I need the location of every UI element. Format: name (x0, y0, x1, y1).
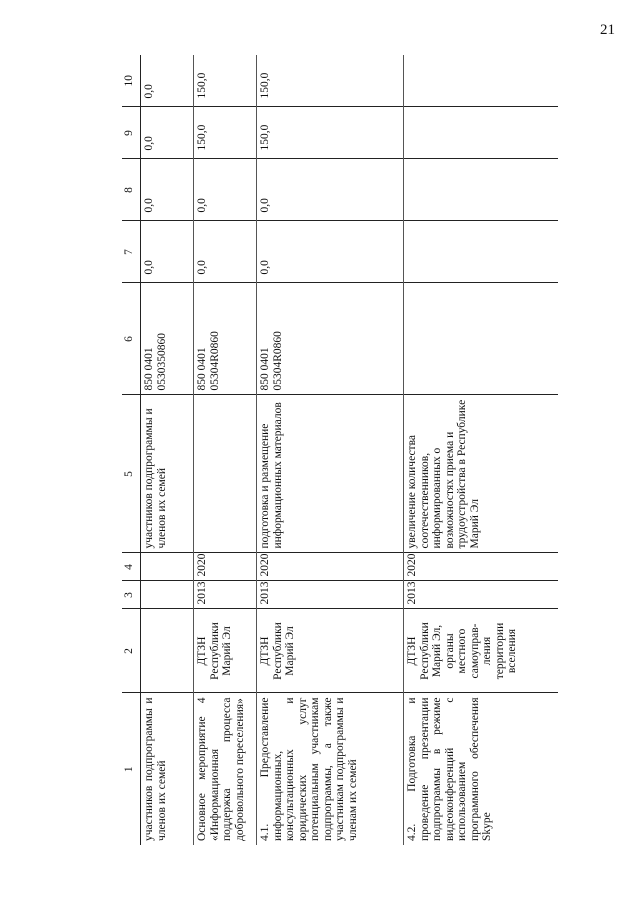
cell-executor: ДТЗН Республики Марий Эл (194, 609, 257, 693)
header-row (122, 55, 141, 845)
cell-start-year: 2013 (257, 581, 404, 609)
cell-value-8: 0,0 (141, 159, 194, 221)
cell-start-year: 2013 (194, 581, 257, 609)
column-header-1: 1 (122, 693, 141, 845)
column-header-7: 7 (122, 221, 141, 283)
activities-table (122, 55, 558, 845)
cell-value-7 (404, 221, 559, 283)
table-row (194, 55, 257, 845)
cell-value-9: 150,0 (257, 107, 404, 159)
column-header-4: 4 (122, 553, 141, 581)
cell-activity: 4.1. Предоставление информационных, консультационных и юридических услуг потенциальным участникам подпрограммы, а также участникам подпрограммы и членам их семей (257, 693, 404, 845)
cell-value-7: 0,0 (141, 221, 194, 283)
column-header-3: 3 (122, 581, 141, 609)
cell-executor: ДТЗН Республики Марий Эл (257, 609, 404, 693)
cell-value-7: 0,0 (194, 221, 257, 283)
cell-value-10: 0,0 (141, 55, 194, 107)
cell-value-9: 0,0 (141, 107, 194, 159)
cell-value-8 (404, 159, 559, 221)
column-header-5: 5 (122, 395, 141, 553)
table-row (404, 55, 559, 845)
cell-value-9 (404, 107, 559, 159)
column-header-10: 10 (122, 55, 141, 107)
cell-value-7: 0,0 (257, 221, 404, 283)
cell-executor (141, 609, 194, 693)
cell-start-year: 2013 (404, 581, 559, 609)
cell-value-9: 150,0 (194, 107, 257, 159)
cell-result (194, 395, 257, 553)
cell-activity: 4.2. Подготовка и проведение презентации подпрограммы в режиме видеоконференций с использованием программного обеспечения Skype (406, 697, 493, 841)
cell-budget-code: 850 0401 0530350860 (141, 283, 194, 395)
cell-end-year: 2020 (257, 553, 404, 581)
table-row (141, 55, 194, 845)
column-header-2: 2 (122, 609, 141, 693)
cell-executor: ДТЗН Республики Марий Эл, органы местного самоуправ-ления территории вселения (404, 609, 559, 693)
column-header-6: 6 (122, 283, 141, 395)
cell-value-10: 150,0 (257, 55, 404, 107)
column-header-8: 8 (122, 159, 141, 221)
cell-end-year (141, 553, 194, 581)
cell-result: подготовка и размещение информационных материалов (257, 395, 404, 553)
column-header-9: 9 (122, 107, 141, 159)
cell-value-8: 0,0 (257, 159, 404, 221)
cell-budget-code: 850 0401 05304R0860 (194, 283, 257, 395)
cell-result: увеличение количества соотечественников, информированных о возможностях приема и трудоустройства в Республике Марий Эл (404, 395, 559, 553)
cell-start-year (141, 581, 194, 609)
cell-value-8: 0,0 (194, 159, 257, 221)
rotated-table-sheet (122, 55, 640, 845)
cell-result: участников подпрограммы и членов их семей (141, 395, 194, 553)
cell-budget-code: 850 0401 05304R0860 (257, 283, 404, 395)
cell-end-year: 2020 (404, 553, 559, 581)
page-number: 21 (600, 22, 615, 38)
cell-end-year: 2020 (194, 553, 257, 581)
cell-value-10 (404, 55, 559, 107)
table-row (257, 55, 404, 845)
cell-activity: Основное мероприятие 4 «Информационная поддержка процесса добровольного переселения» (194, 693, 257, 845)
cell-budget-code (404, 283, 559, 395)
cell-activity: участников подпрограммы и членов их семей (141, 693, 194, 845)
cell-value-10: 150,0 (194, 55, 257, 107)
